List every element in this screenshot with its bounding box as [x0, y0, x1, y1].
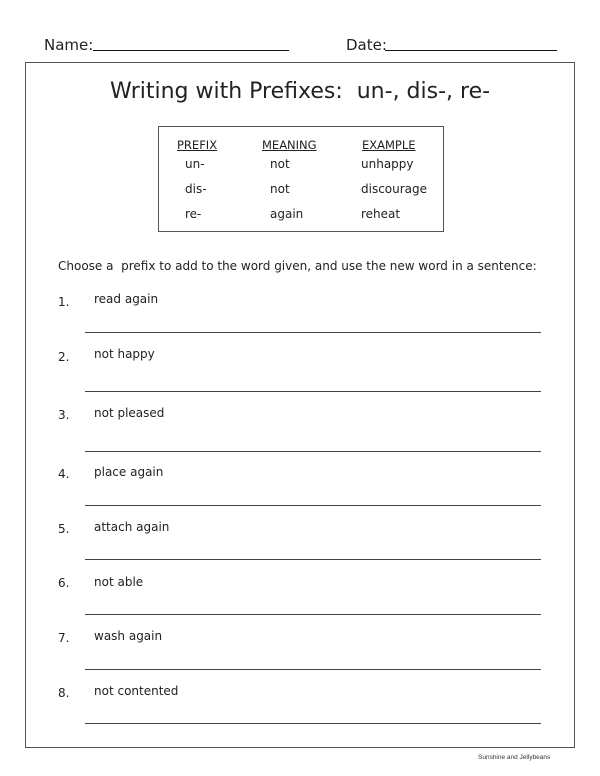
item-prompt: not contented: [94, 684, 179, 698]
footer-credit: Sunshine and Jellybeans: [478, 754, 551, 761]
answer-line[interactable]: [85, 451, 541, 452]
table-cell: reheat: [361, 207, 401, 221]
item-prompt: not pleased: [94, 406, 165, 420]
answer-line[interactable]: [85, 559, 541, 560]
table-cell: re-: [185, 207, 202, 221]
item-number: 4.: [58, 467, 70, 481]
item-number: 2.: [58, 350, 70, 364]
table-cell: discourage: [361, 182, 428, 196]
table-cell: unhappy: [361, 157, 414, 171]
date-field[interactable]: [385, 50, 557, 51]
answer-line[interactable]: [85, 723, 541, 724]
item-number: 7.: [58, 631, 70, 645]
table-cell: not: [270, 182, 290, 196]
table-cell: dis-: [185, 182, 207, 196]
name-field[interactable]: [93, 50, 289, 51]
date-label: Date:: [346, 36, 387, 54]
answer-line[interactable]: [85, 332, 541, 333]
answer-line[interactable]: [85, 391, 541, 392]
name-label: Name:: [44, 36, 94, 54]
item-prompt: place again: [94, 465, 164, 479]
table-header-meaning: MEANING: [262, 138, 317, 152]
table-header-prefix: PREFIX: [177, 138, 218, 152]
table-cell: again: [270, 207, 304, 221]
item-prompt: not able: [94, 575, 144, 589]
item-number: 8.: [58, 686, 70, 700]
table-cell: not: [270, 157, 290, 171]
answer-line[interactable]: [85, 669, 541, 670]
item-number: 3.: [58, 408, 70, 422]
item-number: 5.: [58, 522, 70, 536]
instructions-text: Choose a prefix to add to the word given, and use the new word in a sentence:: [58, 259, 537, 273]
item-prompt: wash again: [94, 629, 163, 643]
table-header-example: EXAMPLE: [362, 138, 416, 152]
table-cell: un-: [185, 157, 205, 171]
item-number: 1.: [58, 295, 70, 309]
item-prompt: attach again: [94, 520, 170, 534]
worksheet-title: Writing with Prefixes: un-, dis-, re-: [109, 79, 491, 104]
item-prompt: not happy: [94, 347, 155, 361]
answer-line[interactable]: [85, 614, 541, 615]
answer-line[interactable]: [85, 505, 541, 506]
item-prompt: read again: [94, 292, 159, 306]
item-number: 6.: [58, 576, 70, 590]
